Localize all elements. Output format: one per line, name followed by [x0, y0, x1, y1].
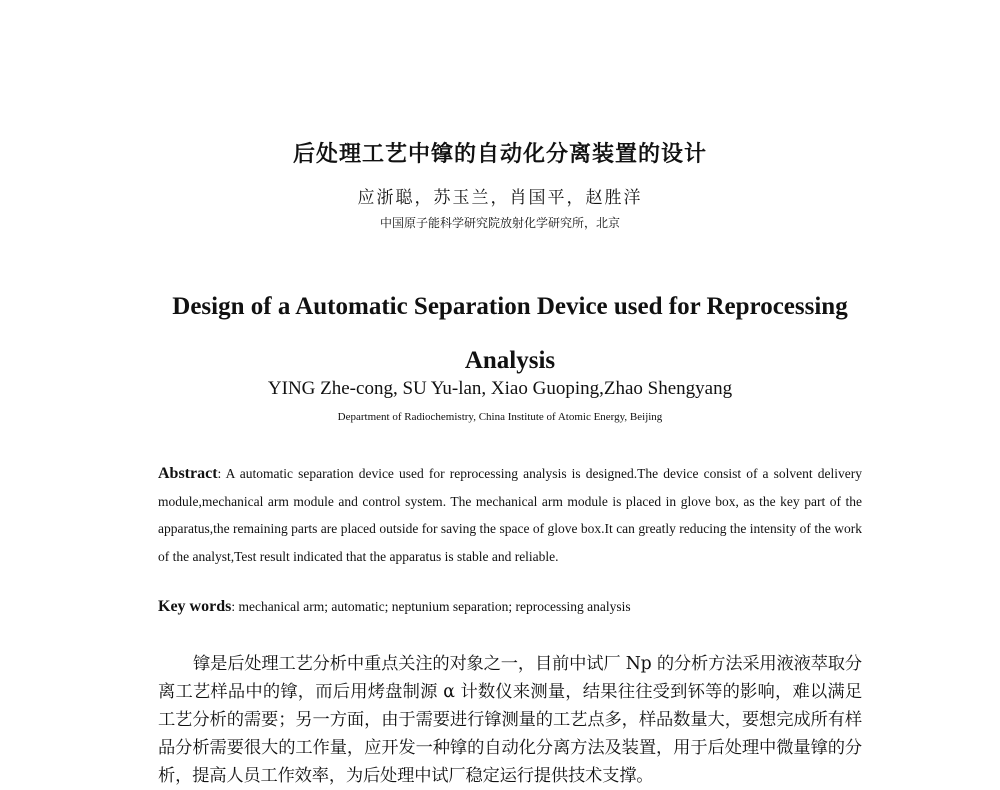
- abstract: [158, 460, 862, 570]
- chinese-authors: 应浙聪，苏玉兰，肖国平，赵胜洋: [357, 188, 643, 208]
- english-authors: YING Zhe-cong, SU Yu-lan, Xiao Guoping,Zhao Shengyang: [267, 378, 733, 399]
- keywords: [158, 598, 631, 616]
- keywords-text: : mechanical arm; automatic; neptunium separation; reprocessing analysis: [231, 599, 631, 614]
- chinese-title: 后处理工艺中镎的自动化分离装置的设计: [292, 142, 707, 167]
- abstract-text: : A automatic separation device used for reprocessing analysis is designed.The device consist of a solvent delivery module,mechanical arm module and control system. The mechanical arm module is placed in glove box, as the key part of the apparatus,the remaining parts are placed outside for saving the space of glove box.It can greatly reducing the intensity of the work of the analyst,Test result indicated that the apparatus is stable and reliable.: [158, 466, 862, 564]
- abstract-label: Abstract: [158, 465, 218, 482]
- keywords-label: Key words: [158, 598, 232, 615]
- body-paragraph: 镎是后处理工艺分析中重点关注的对象之一，目前中试厂 Np 的分析方法采用液液萃取分离工艺样品中的镎，而后用烤盘制源 α 计数仪来测量，结果往往受到钚等的影响，难以满足工艺分析的需要；另一方面，由于需要进行镎测量的工艺点多，样品数量大，要想完成所有样品分析需要很大的工作量，应开发一种镎的自动化分离方法及装置，用于后处理中微量镎的分析，提高人员工作效率，为后处理中试厂稳定运行提供技术支撑。: [158, 654, 862, 786]
- chinese-affiliation: 中国原子能科学研究院放射化学研究所，北京: [379, 216, 620, 230]
- english-title: Design of a Automatic Separation Device used for Reprocessing Analysis: [172, 293, 848, 374]
- english-department: Department of Radiochemistry, China Institute of Atomic Energy, Beijing: [337, 411, 663, 423]
